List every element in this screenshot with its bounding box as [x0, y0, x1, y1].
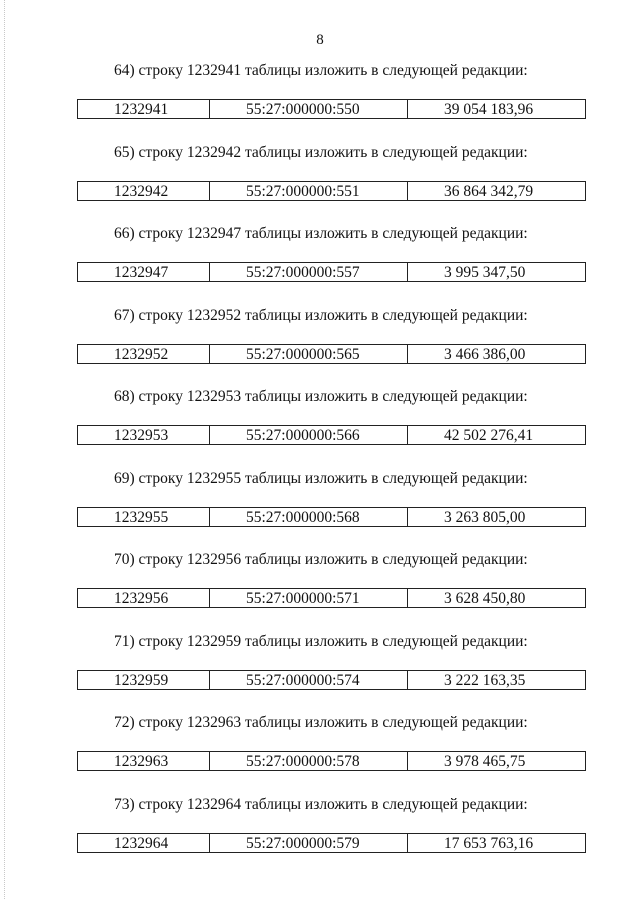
cadastral-value-cell: 3 978 465,75 [444, 753, 526, 770]
cadastral-number-cell: 55:27:000000:568 [210, 508, 408, 526]
cadastral-value-cell: 3 628 450,80 [444, 590, 526, 607]
row-code-cell: 1232956 [78, 589, 210, 607]
cadastral-value-cell: 3 263 805,00 [444, 508, 526, 526]
row-code-cell: 1232963 [78, 752, 210, 770]
cadastral-value-cell: 3 995 347,50 [444, 264, 526, 281]
cadastral-number-cell: 55:27:000000:557 [210, 263, 408, 281]
table-row [77, 833, 586, 853]
row-code-cell: 1232955 [78, 508, 210, 526]
cadastral-number-cell: 55:27:000000:571 [210, 589, 408, 607]
table-row [77, 99, 586, 119]
table-row [77, 262, 586, 282]
amendment-instruction: 71) строку 1232959 таблицы изложить в следующей редакции: [114, 632, 528, 650]
table-row [77, 670, 586, 690]
cadastral-value-cell: 3 466 386,00 [444, 345, 526, 363]
table-row [77, 751, 586, 771]
amendment-instruction: 66) строку 1232947 таблицы изложить в следующей редакции: [114, 225, 528, 242]
row-code-cell: 1232941 [78, 100, 210, 118]
scan-edge-dots [4, 0, 6, 899]
row-code-cell: 1232947 [78, 263, 210, 281]
amendment-instruction: 70) строку 1232956 таблицы изложить в следующей редакции: [114, 551, 528, 568]
table-row [77, 344, 586, 364]
cadastral-number-cell: 55:27:000000:550 [210, 100, 408, 118]
amendment-instruction: 65) строку 1232942 таблицы изложить в следующей редакции: [114, 143, 528, 161]
table-row [77, 181, 586, 201]
cadastral-number-cell: 55:27:000000:566 [210, 426, 408, 444]
row-code-cell: 1232953 [78, 426, 210, 444]
row-code-cell: 1232942 [78, 182, 210, 200]
amendment-instruction: 73) строку 1232964 таблицы изложить в следующей редакции: [114, 795, 528, 813]
row-code-cell: 1232952 [78, 345, 210, 363]
row-code-cell: 1232959 [78, 671, 210, 689]
cadastral-number-cell: 55:27:000000:578 [210, 752, 408, 770]
table-row [77, 425, 586, 445]
cadastral-number-cell: 55:27:000000:565 [210, 345, 408, 363]
row-code-cell: 1232964 [78, 834, 210, 852]
cadastral-value-cell: 17 653 763,16 [444, 834, 534, 852]
amendment-instruction: 69) строку 1232955 таблицы изложить в следующей редакции: [114, 469, 528, 487]
page-number: 8 [316, 32, 324, 48]
cadastral-number-cell: 55:27:000000:574 [210, 671, 408, 689]
amendment-instruction: 64) строку 1232941 таблицы изложить в следующей редакции: [114, 62, 528, 79]
cadastral-number-cell: 55:27:000000:551 [210, 182, 408, 200]
cadastral-value-cell: 36 864 342,79 [444, 182, 534, 200]
cadastral-value-cell: 42 502 276,41 [444, 427, 534, 444]
amendment-instruction: 68) строку 1232953 таблицы изложить в следующей редакции: [114, 388, 528, 405]
cadastral-number-cell: 55:27:000000:579 [210, 834, 408, 852]
cadastral-value-cell: 3 222 163,35 [444, 671, 526, 689]
cadastral-value-cell: 39 054 183,96 [444, 101, 534, 118]
table-row [77, 588, 586, 608]
table-row [77, 507, 586, 527]
amendment-instruction: 72) строку 1232963 таблицы изложить в следующей редакции: [114, 714, 528, 731]
amendment-instruction: 67) строку 1232952 таблицы изложить в следующей редакции: [114, 306, 528, 324]
